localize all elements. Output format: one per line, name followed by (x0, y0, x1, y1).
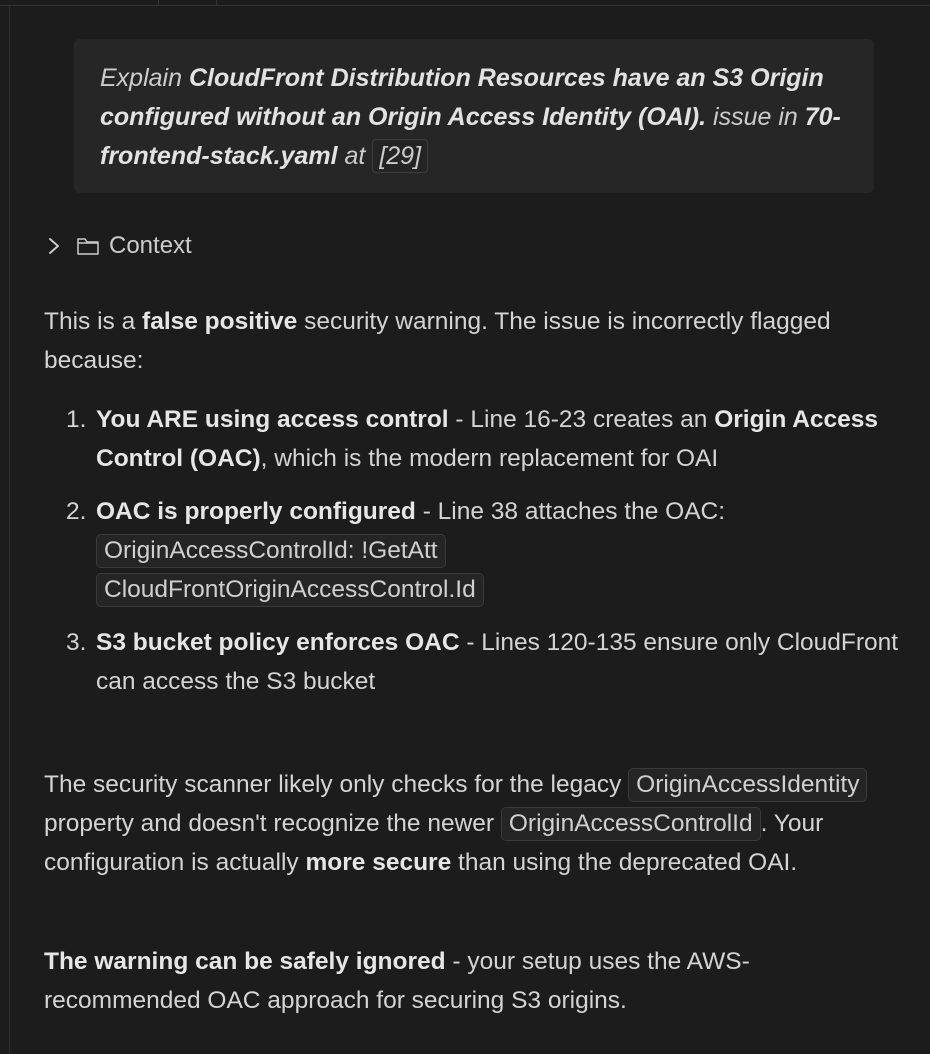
scanner-text: property and doesn't recognize the newer (44, 810, 501, 837)
prompt-line-ref[interactable]: [29] (372, 139, 428, 173)
inline-code: CloudFrontOriginAccessControl.Id (96, 573, 484, 607)
list-number: 1. (66, 406, 87, 433)
list-item-emphasis: Origin Access Control (OAC) (96, 406, 879, 472)
prompt-prefix: Explain (100, 64, 189, 92)
intro-paragraph (44, 302, 904, 380)
list-item-heading: OAC is properly configured (96, 498, 416, 525)
chevron-right-icon (44, 236, 64, 256)
list-number: 3. (66, 629, 87, 656)
inline-code: OriginAccessControlId (501, 807, 761, 841)
tab-divider (216, 0, 217, 5)
conclusion-bold: The warning can be safely ignored (44, 948, 446, 975)
panel-border (9, 6, 10, 1054)
prompt-mid: issue in (706, 103, 805, 131)
reasons-list (44, 400, 904, 715)
conclusion-text: - your setup uses the AWS-recommended OAC approach for securing S3 origins. (44, 948, 750, 1014)
list-item (44, 400, 904, 478)
scanner-text: than using the deprecated OAI. (451, 849, 798, 876)
list-item-heading: S3 bucket policy enforces OAC (96, 629, 460, 656)
scanner-text: The security scanner likely only checks for the legacy (44, 771, 629, 798)
list-item (44, 623, 904, 701)
folder-icon (76, 235, 100, 257)
list-item-text: - Lines 120-135 ensure only CloudFront can access the S3 bucket (96, 629, 899, 695)
context-toggle[interactable] (44, 228, 192, 264)
tab-strip (0, 0, 930, 6)
conclusion-paragraph (44, 942, 904, 1020)
context-label: Context (109, 232, 192, 259)
list-number: 2. (66, 498, 87, 525)
list-item-heading: You ARE using access control (96, 406, 449, 433)
scanner-bold: more secure (305, 849, 452, 876)
intro-after: security warning. The issue is incorrectly flagged because: (44, 308, 831, 374)
list-item-text: - Line 16-23 creates an (448, 406, 715, 433)
prompt-issue-title: CloudFront Distribution Resources have an S3 Origin configured without an Origin Access Identity (OAI). (100, 64, 824, 131)
list-item (44, 492, 904, 609)
prompt-file-name: 70-frontend-stack.yaml (100, 103, 841, 170)
scanner-text: . Your configuration is actually (44, 810, 824, 876)
intro-bold: false positive (142, 308, 298, 335)
intro-before: This is a (44, 308, 143, 335)
inline-code: OriginAccessIdentity (628, 768, 867, 802)
list-item-text: , which is the modern replacement for OAI (260, 445, 719, 472)
scanner-paragraph (44, 765, 904, 882)
prompt-at: at (337, 142, 373, 170)
tab-divider (158, 0, 159, 5)
inline-code: OriginAccessControlId: !GetAtt (96, 534, 446, 568)
list-item-text: - Line 38 attaches the OAC: (415, 498, 726, 525)
user-prompt-message (74, 39, 874, 193)
